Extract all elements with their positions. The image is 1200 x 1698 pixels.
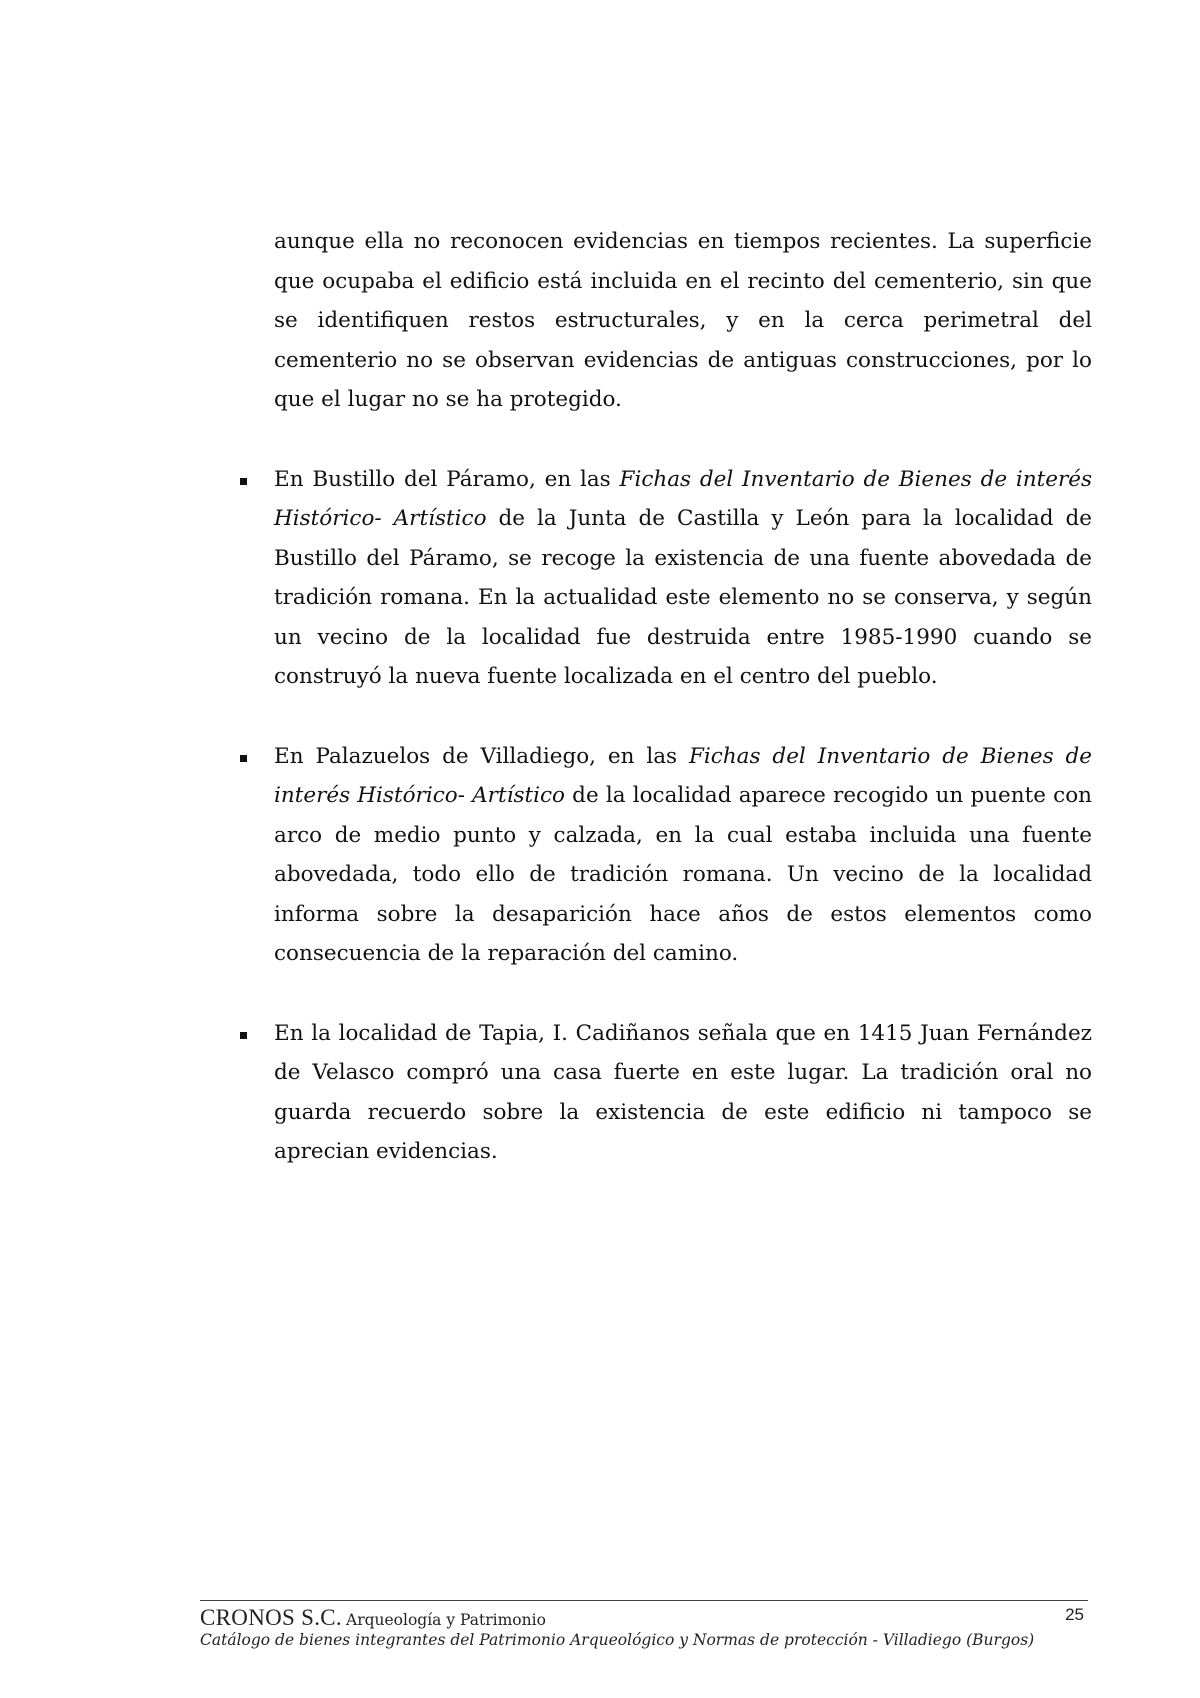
list-item-bustillo	[274, 460, 1092, 697]
bullet-paragraph	[274, 737, 1092, 974]
bullet-paragraph: En la localidad de Tapia, I. Cadiñanos señala que en 1415 Juan Fernández de Velasco compró una casa fuerte en este lugar. La tradición oral no guarda recuerdo sobre la existencia de este edificio ni tampoco se aprecian evidencias.	[274, 1020, 1092, 1164]
bullet-text: de la localidad aparece recogido un puente con arco de medio punto y calzada, en la cual estaba incluida una fuente abovedada, todo ello de tradición romana. Un vecino de la localidad informa sobre la desaparición hace años de estos elementos como consecuencia de la reparación del camino.	[274, 783, 1092, 966]
catalog-title: Catálogo de bienes integrantes del Patrimonio Arqueológico y Normas de protección - Villadiego (Burgos)	[200, 1631, 1035, 1649]
square-bullet-icon	[240, 478, 247, 485]
bullet-paragraph	[274, 460, 1092, 697]
bullet-italic-title: Fichas del Inventario de Bienes de interés Histórico- Artístico	[274, 743, 1092, 808]
list-item-tapia	[274, 1014, 1092, 1172]
footer-brand-line	[200, 1605, 1088, 1629]
company-subtitle: Arqueología y Patrimonio	[346, 1611, 546, 1629]
bullet-text: En Bustillo del Páramo, en las	[274, 466, 620, 492]
company-logo-text: CRONOS S.C.	[200, 1605, 342, 1630]
list-item-palazuelos	[274, 737, 1092, 974]
square-bullet-icon	[240, 1032, 247, 1039]
page-number: 25	[1065, 1605, 1084, 1624]
document-body	[274, 222, 1092, 1172]
page-footer	[200, 1600, 1088, 1649]
bullet-italic-title: Fichas del Inventario de Bienes de interés Histórico- Artístico	[274, 466, 1092, 531]
square-bullet-icon	[240, 755, 247, 762]
bullet-text: de la Junta de Castilla y León para la localidad de Bustillo del Páramo, se recoge la existencia de una fuente abovedada de tradición romana. En la actualidad este elemento no se conserva, y según un vecino de la localidad fue destruida entre 1985-1990 cuando se construyó la nueva fuente localizada en el centro del pueblo.	[274, 506, 1092, 689]
bullet-text: En Palazuelos de Villadiego, en las	[274, 743, 689, 769]
intro-paragraph: aunque ella no reconocen evidencias en tiempos recientes. La superficie que ocupaba el edificio está incluida en el recinto del cementerio, sin que se identifiquen restos estructurales, y en la cerca perimetral del cementerio no se observan evidencias de antiguas construcciones, por lo que el lugar no se ha protegido.	[274, 229, 1092, 412]
